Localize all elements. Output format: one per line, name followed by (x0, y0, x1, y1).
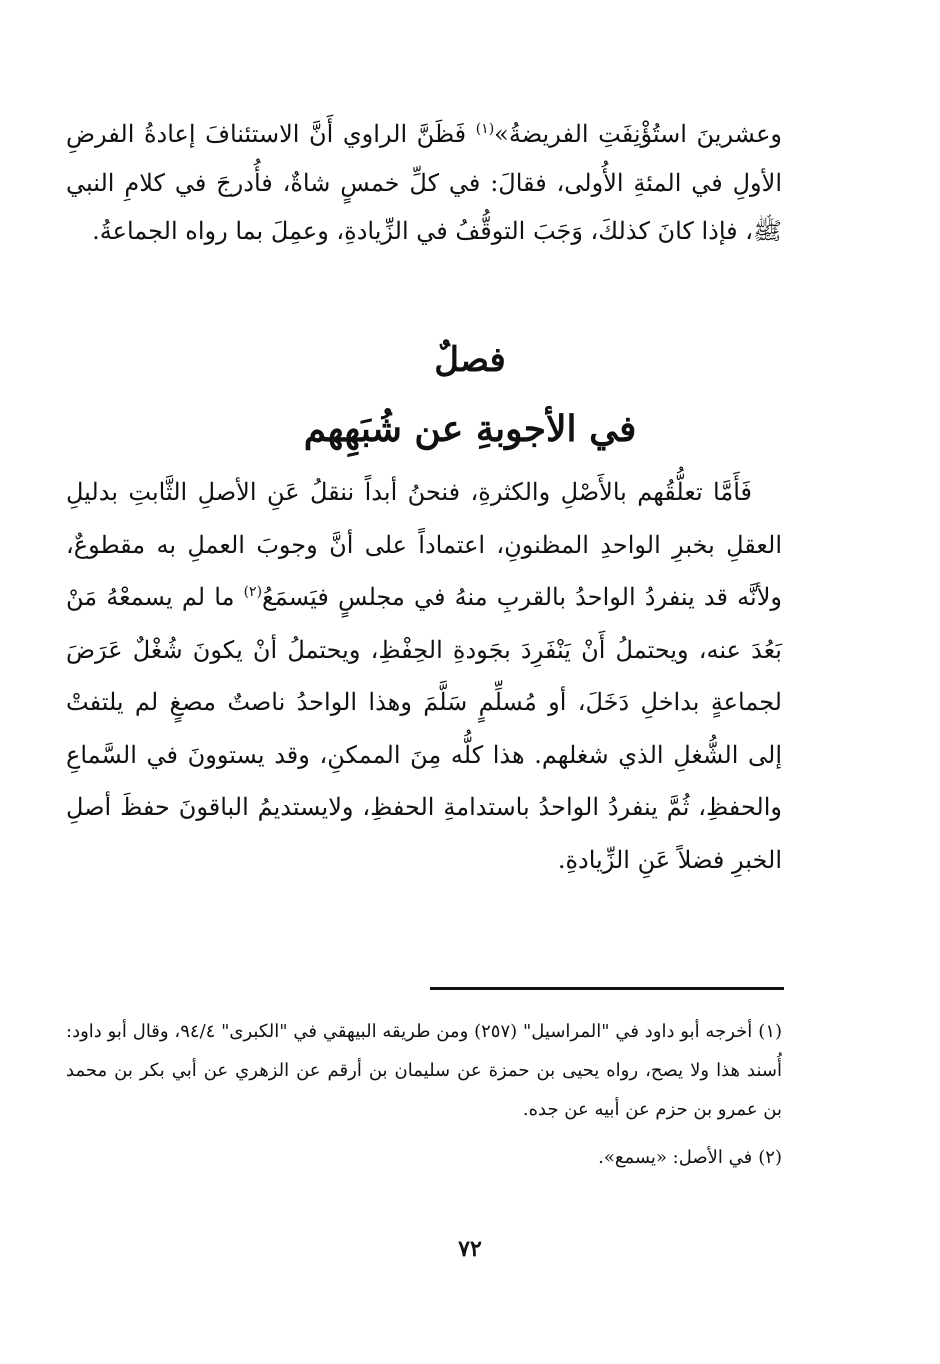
footnote-text: أخرجه أبو داود في "المراسيل" (٢٥٧) ومن طريقه البيهقي في "الكبرى" ٩٤/٤، وقال أبو داود: أُسند هذا ولا يصح، رواه يحيى بن حمزة عن سليمان بن أرقم عن الزهري عن أبي بكر بن محمد بن عمرو بن حزم عن أبيه عن جده. (66, 1021, 782, 1120)
paragraph-text-continued: ما لم يسمعْهُ مَنْ بَعُدَ عنه، ويحتملُ أَنْ يَنْفَرِدَ بجَودةِ الحِفْظِ، ويحتملُ أنْ يكونَ شُغْلٌ عَرَضَ لجماعةٍ بداخلِ دَخَلَ، أو مُسلِّمٍ سَلَّمَ وهذا الواحدُ ناصتٌ مصغٍ لم يلتفتْ إلى الشُّغلِ الذي شغلهم. هذا كلُّه مِنَ الممكنِ، وقد يستوونَ في السَّماعِ والحفظِ، ثُمَّ ينفردُ الواحدُ باستدامةِ الحفظِ، ولايستديمُ الباقونَ حفظَ أصلِ الخبرِ فضلاً عَنِ الزِّيادةِ. (66, 583, 783, 874)
footnotes (66, 1012, 782, 1186)
footnote-separator (430, 987, 784, 990)
section-heading: فصلٌ (434, 340, 506, 380)
page-number: ٧٢ (458, 1236, 482, 1262)
paragraph-text: فَأَمَّا تعلُّقُهم بالأَصْلِ والكثرةِ، فنحنُ أبداً ننقلُ عَنِ الأصلِ الثَّابتِ بدليلِ العقلِ بخبرِ الواحدِ المظنونِ، اعتماداً على أنَّ وجوبَ العملِ به مقطوعٌ، ولأنَّه قد ينفردُ الواحدُ بالقربِ منهُ في مجلسٍ فيَسمَعُ (66, 478, 782, 611)
paragraph-main (66, 466, 782, 886)
footnote-number: (٢) (758, 1147, 782, 1168)
paragraph-text: وعشرينَ استُؤْنِفَتِ الفريضةُ» (494, 120, 782, 148)
footnote-reference-2[interactable]: (٢) (243, 584, 263, 600)
paragraph-continuation (66, 110, 782, 256)
paragraph-text-continued: فَظَنَّ الراوي أَنَّ الاستئنافَ إعادةُ الفرضِ الأولِ في المئةِ الأُولى، فقالَ: في كلِّ خمسٍ شاةٌ، فأُدرجَ في كلامِ النبي ﷺ، فإذا كانَ كذلكَ، وَجَبَ التوقُّفُ في الزِّيادةِ، وعمِلَ بما رواه الجماعةُ. (66, 120, 782, 245)
footnote-item (66, 1138, 782, 1177)
footnote-item (66, 1012, 782, 1129)
section-subtitle: في الأجوبةِ عن شُبَهِهم (303, 408, 637, 450)
footnote-number: (١) (758, 1021, 783, 1042)
footnote-text: في الأصل: «يسمع». (598, 1147, 753, 1168)
footnote-reference-1[interactable]: (١) (475, 121, 495, 137)
